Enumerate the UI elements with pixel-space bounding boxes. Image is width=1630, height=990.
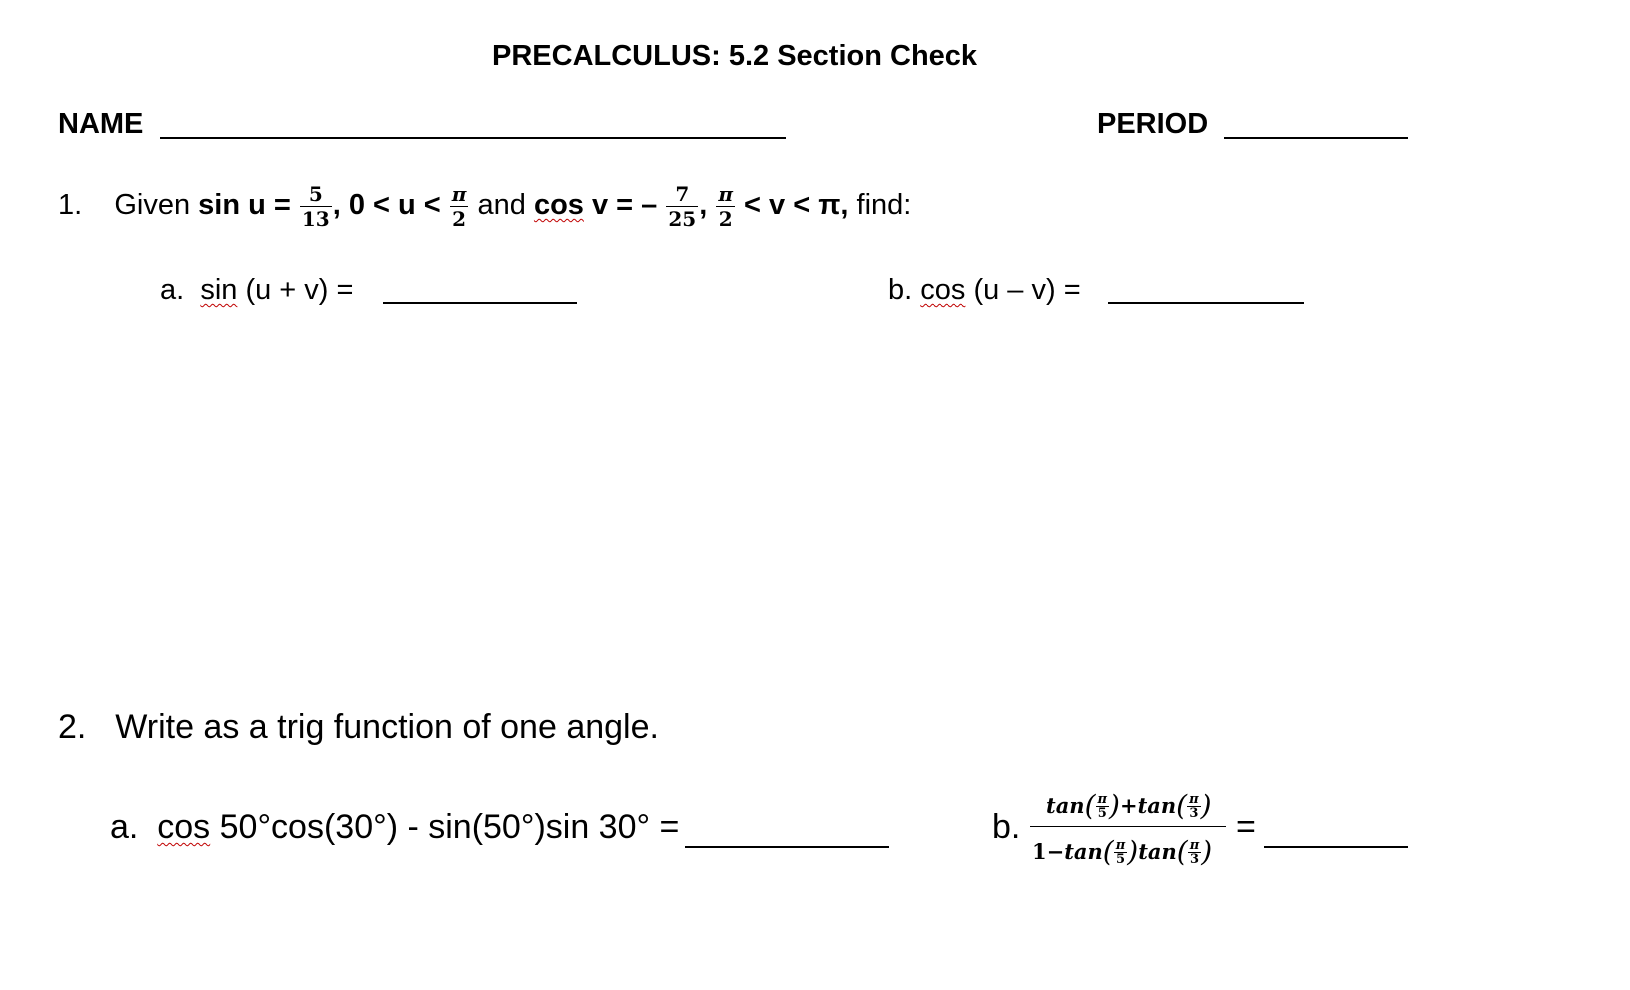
name-label: NAME [58, 108, 144, 140]
q1a-expr: (u + v) = [245, 274, 354, 306]
q2-number: 2. [58, 708, 87, 746]
fraction-denominator: 2 [452, 207, 467, 231]
name-answer-line[interactable] [160, 137, 786, 139]
fraction-denominator: 2 [718, 207, 733, 231]
q1a-answer-line[interactable] [383, 302, 577, 304]
fraction-denominator: 3 [1189, 805, 1199, 821]
tan-text: tan [1064, 839, 1103, 864]
paren-close: ) [1127, 835, 1139, 868]
q1-v-eq: v = – [592, 189, 658, 222]
period-answer-line[interactable] [1224, 137, 1408, 139]
q2a-fn: cos [157, 808, 211, 846]
q1b-label: b. [888, 274, 913, 306]
q1-part-b [888, 274, 1081, 307]
q1a-label: a. [160, 274, 185, 306]
paren-close: ) [1201, 835, 1213, 868]
q1-cos-word: cos [533, 189, 584, 222]
fraction-denominator: 5 [1115, 851, 1126, 867]
q1b-answer-line[interactable] [1108, 302, 1304, 304]
q2a-answer-line[interactable] [685, 846, 889, 848]
fraction-numerator: π [718, 182, 733, 206]
fraction-denominator: 13 [301, 207, 330, 231]
fraction-denominator: 5 [1097, 805, 1107, 821]
q1b-fn: cos [920, 274, 966, 306]
paren-open: ( [1102, 835, 1114, 868]
fraction-denominator: 3 [1189, 851, 1199, 867]
fraction-7-over-25 [666, 182, 698, 231]
q1-given: Given [114, 189, 191, 222]
question-2 [58, 708, 659, 747]
q2a-label: a. [110, 808, 139, 846]
fraction-numerator: 5 [300, 182, 332, 207]
tan-text: tan [1046, 793, 1085, 818]
q1-range-v: < v < π, [744, 189, 849, 222]
q1-find: find: [856, 189, 912, 222]
fraction-pi-over-3 [1188, 839, 1202, 866]
q1b-expr: (u – v) = [973, 274, 1081, 306]
paren-close: ) [1109, 789, 1120, 822]
q1-range-u: 0 < u < [348, 189, 441, 222]
q1-part-a [160, 274, 353, 307]
q1a-fn: sin [200, 274, 238, 306]
q1-number: 1. [58, 189, 83, 222]
q2b-numerator [1046, 789, 1212, 823]
fraction-pi-over-5 [1096, 793, 1110, 820]
tan-text: tan [1137, 793, 1177, 818]
fraction-5-over-13 [300, 182, 332, 231]
one-minus-text: 1− [1032, 839, 1065, 864]
q1-and: and [477, 189, 526, 222]
paren-open: ( [1084, 789, 1096, 822]
paren-open: ( [1176, 835, 1188, 868]
paren-open: ( [1176, 789, 1188, 822]
page-title: PRECALCULUS: 5.2 Section Check [492, 40, 978, 72]
comma: , [332, 189, 341, 222]
question-1 [58, 182, 911, 232]
q2a-expr: 50°cos(30°) - sin(50°)sin 30° = [219, 808, 680, 846]
paren-close: ) [1200, 789, 1212, 822]
plus-sign: + [1119, 793, 1138, 818]
q2b-label: b. [992, 808, 1021, 846]
fraction-numerator: π [1189, 837, 1200, 853]
fraction-numerator: π [1115, 837, 1126, 853]
fraction-pi-over-2 [450, 182, 469, 231]
comma: , [699, 189, 708, 222]
q2b-answer-line[interactable] [1264, 846, 1408, 848]
fraction-denominator: 25 [668, 207, 697, 231]
fraction-pi-over-3 [1187, 793, 1201, 820]
q2-part-a [110, 808, 679, 847]
tan-text: tan [1138, 839, 1177, 864]
fraction-numerator: π [1189, 791, 1199, 807]
q2b-equals: = [1236, 808, 1256, 846]
fraction-numerator: π [451, 182, 467, 206]
q2b-fraction-bar [1030, 826, 1226, 827]
period-label: PERIOD [1097, 108, 1209, 140]
q2-prompt: Write as a trig function of one angle. [115, 708, 659, 746]
fraction-pi-over-5 [1114, 839, 1128, 866]
fraction-numerator: π [1097, 791, 1108, 807]
q2b-denominator [1032, 834, 1212, 870]
q1-sin-u: sin u = [198, 189, 291, 222]
fraction-numerator: 7 [666, 182, 698, 207]
fraction-pi-over-2 [716, 182, 735, 231]
